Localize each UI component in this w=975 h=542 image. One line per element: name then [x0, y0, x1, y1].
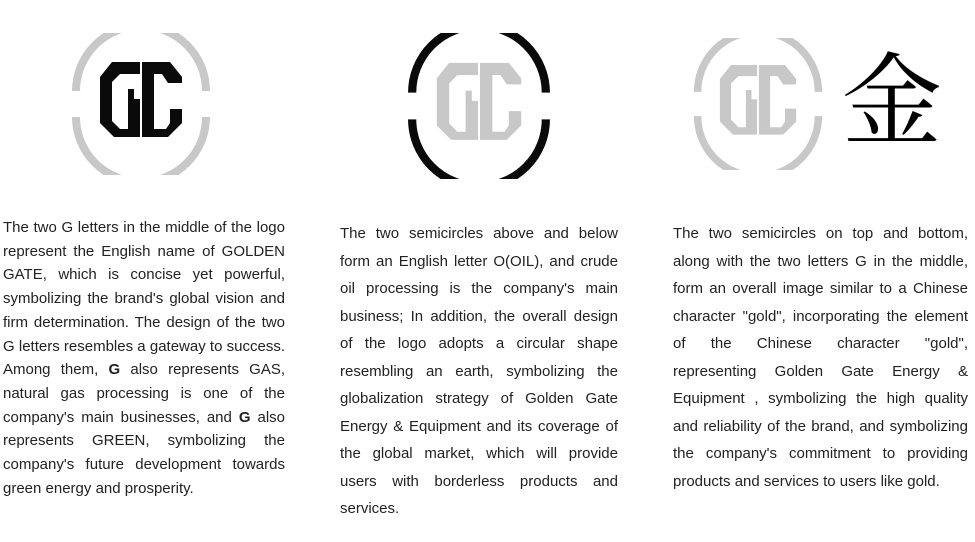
column-1-letter-g-green: G	[238, 408, 251, 426]
gg-logo-gray-ring-icon	[70, 33, 212, 175]
chinese-character-gold: 金	[842, 43, 942, 160]
column-3-description: The two semicircles on top and bottom, along with the two letters G in the middle, form an overall image similar to a Chinese character "gold", incorporating the element of the Chinese character "gold", representing Golden Gate Energy & Equipment , symbolizing the high quality and reliability of the brand, and symbolizing the company's commitment to providing products and services to users like gold.	[673, 225, 968, 490]
column-1-text-part-2: also represents GAS, natural gas processing is one of the company's main businesses, and	[3, 361, 285, 426]
column-1-text-part-3: also represents GREEN, symbolizing the company's future development towards green energy and prosperity.	[3, 408, 285, 497]
column-2-description: The two semicircles above and below form an English letter O(OIL), and crude oil processing is the company's main business; In addition, the overall design of the logo adopts a circular shape resembling an earth, symbolizing the globalization strategy of Golden Gate Energy & Equipment and its coverage of the global market, which will provide users with borderless products and services.	[340, 225, 618, 517]
gg-logo-black-ring-icon	[406, 33, 552, 179]
column-1-text-part-1: The two G letters in the middle of the logo represent the English name of GOLDEN GATE, which is concise yet powerful, symbolizing the brand's global vision and firm determination. The design of the two G letters resembles a gateway to success. Among them,	[3, 219, 285, 379]
gg-logo-gray-icon	[692, 38, 824, 170]
column-1-letter-g-gas: G	[108, 361, 121, 379]
column-1-description	[3, 216, 285, 500]
